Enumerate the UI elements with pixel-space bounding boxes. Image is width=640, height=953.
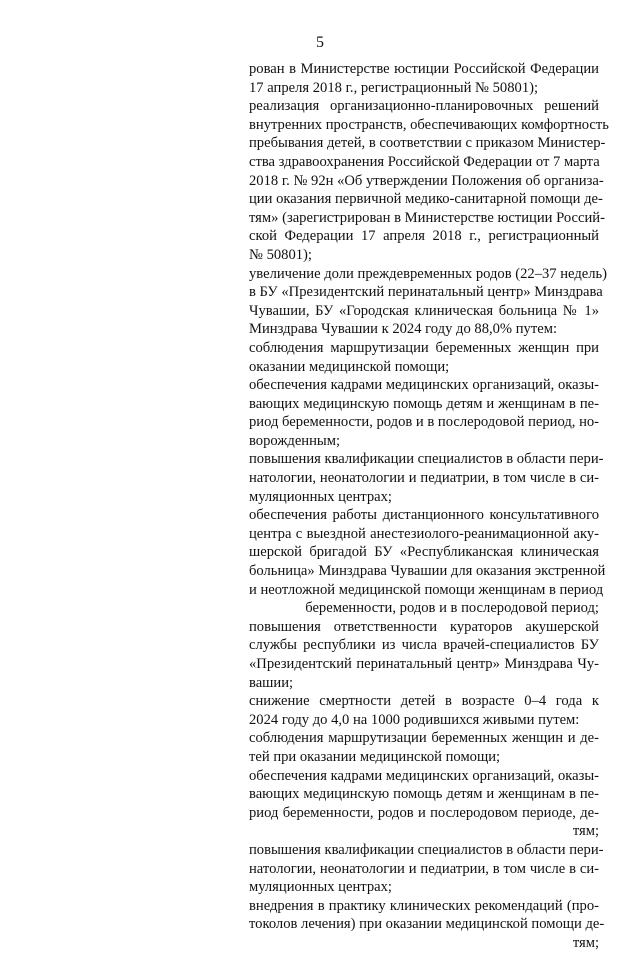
text-line: реализация организационно-планировочных решений: [249, 98, 599, 115]
text-line: повышения ответственности кураторов акушерской: [249, 618, 599, 635]
paragraph: [249, 376, 599, 450]
text-line: 2024 году до 4,0 на 1000 родившихся живыми путем:: [249, 711, 580, 728]
document-body: [249, 60, 609, 953]
text-line: тям» (зарегистрирован в Министерстве юстиции Россий-: [249, 209, 605, 226]
text-line: вающих медицинскую помощь детям и женщинам в пе-: [249, 395, 599, 412]
text-line: «Президентский перинатальный центр» Минздрава Чу-: [249, 656, 599, 672]
text-line: муляционных центрах;: [249, 488, 392, 505]
text-line: ворожденным;: [249, 432, 341, 449]
text-line: обеспечения работы дистанционного консультативного: [249, 507, 599, 524]
text-line: тей при оказании медицинской помощи;: [249, 748, 501, 765]
text-line: 2018 г. № 92н «Об утверждении Положения об организа-: [249, 172, 604, 189]
text-line: шерской бригадой БУ «Республиканская клиническая: [249, 544, 599, 561]
text-line: увеличение доли преждевременных родов (22–37 недель): [249, 265, 608, 282]
text-line: муляционных центрах;: [249, 879, 392, 896]
text-line: риод беременности, родов и в послеродовой период, но-: [249, 414, 600, 431]
text-line: беременности, родов и в послеродовой период;: [305, 600, 599, 617]
text-line: соблюдения маршрутизации беременных женщин и де-: [249, 730, 599, 747]
text-line: 17 апреля 2018 г., регистрационный № 50801);: [249, 79, 539, 96]
text-line: внедрения в практику клинических рекомендаций (про-: [249, 897, 599, 914]
paragraph: [249, 450, 604, 506]
paragraph: [249, 767, 599, 841]
text-line: ции оказания первичной медико-санитарной помощи де-: [249, 191, 603, 208]
text-line: рован в Министерстве юстиции Российской Федерации: [249, 61, 599, 77]
text-line: обеспечения кадрами медицинских организаций, оказы-: [249, 377, 600, 394]
text-line: снижение смертности детей в возрасте 0–4 года к: [249, 693, 599, 710]
text-line: обеспечения кадрами медицинских организаций, оказы-: [249, 767, 600, 784]
text-line: тям;: [572, 823, 599, 840]
text-line: соблюдения маршрутизации беременных женщин при: [249, 339, 599, 356]
text-line: и неотложной медицинской помощи женщинам в период: [249, 581, 604, 598]
text-line: повышения квалификации специалистов в области пери-: [249, 451, 604, 468]
text-line: вающих медицинскую помощь детям и женщинам в пе-: [249, 786, 599, 803]
text-line: пребывания детей, в соответствии с приказом Министер-: [249, 135, 606, 152]
text-line: риод беременности, родов и послеродовом периоде, де-: [249, 804, 599, 821]
text-line: Чувашии, БУ «Городская клиническая больница № 1»: [249, 302, 599, 319]
text-line: тям;: [572, 934, 599, 951]
paragraph: [249, 729, 599, 766]
text-line: токолов лечения) при оказании медицинской помощи де-: [249, 916, 605, 933]
text-line: вашии;: [249, 674, 294, 691]
paragraph: [249, 506, 606, 618]
page-number: 5: [316, 34, 324, 51]
text-line: Минздрава Чувашии к 2024 году до 88,0% путем:: [249, 321, 557, 338]
text-line: повышения квалификации специалистов в области пери-: [249, 841, 604, 858]
paragraph: [249, 692, 599, 729]
paragraph: [249, 841, 604, 897]
text-line: внутренних пространств, обеспечивающих комфортность: [249, 116, 609, 133]
paragraph: [249, 897, 605, 953]
text-line: натологии, неонатологии и педиатрии, в том числе в си-: [249, 860, 599, 877]
text-line: ства здравоохранения Российской Федерации от 7 марта: [249, 153, 600, 170]
text-line: центра с выездной анестезиолого-реанимационной аку-: [249, 525, 599, 542]
paragraph: [249, 265, 608, 339]
paragraph: [249, 618, 599, 692]
text-line: больница» Минздрава Чувашии для оказания экстренной: [249, 563, 606, 580]
text-line: в БУ «Президентский перинатальный центр» Минздрава: [249, 284, 603, 301]
paragraph: [249, 60, 599, 97]
text-line: службы республики из числа врачей-специалистов БУ: [249, 637, 599, 654]
text-line: ской Федерации 17 апреля 2018 г., регистрационный: [249, 228, 599, 245]
text-line: № 50801);: [249, 246, 312, 263]
text-line: натологии, неонатологии и педиатрии, в том числе в си-: [249, 470, 599, 487]
paragraph: [249, 339, 599, 376]
paragraph: [249, 97, 609, 264]
text-line: оказании медицинской помощи;: [249, 358, 450, 375]
